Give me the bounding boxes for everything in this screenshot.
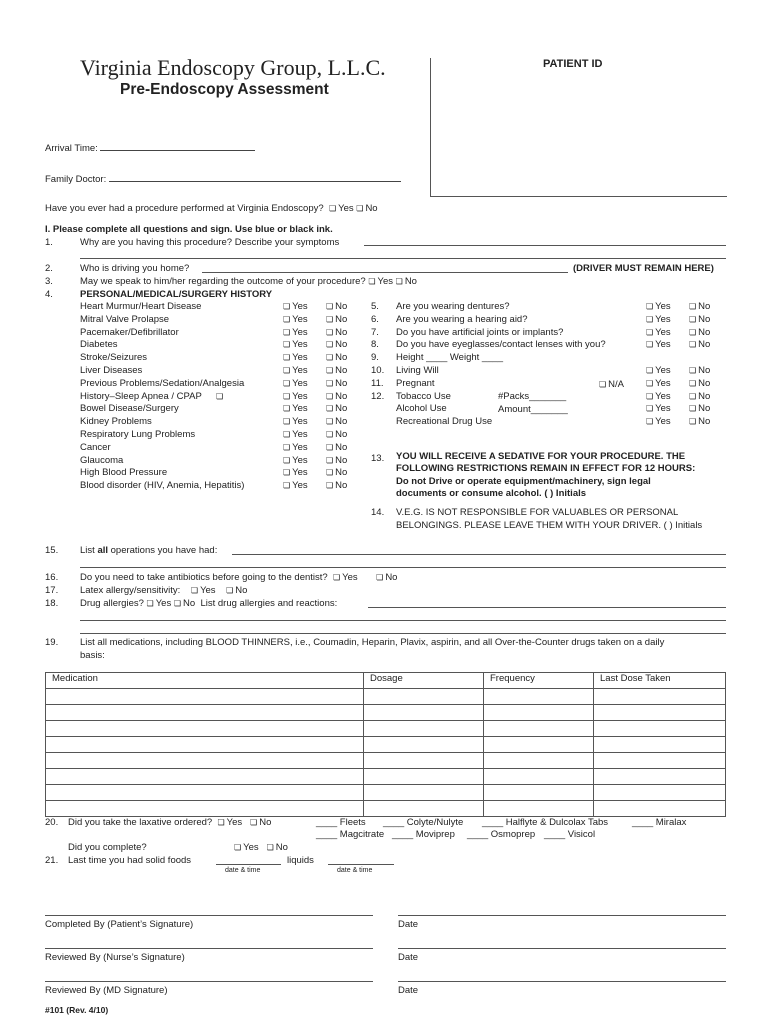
allergies-line-2[interactable] bbox=[80, 620, 726, 621]
driver-name-line[interactable] bbox=[202, 272, 568, 273]
right-question-num: 6. bbox=[371, 313, 379, 325]
right-no-checkbox[interactable]: ❏ No bbox=[689, 416, 710, 427]
right-yes-checkbox[interactable]: ❏ Yes bbox=[646, 339, 671, 350]
solid-date-time-hint: date & time bbox=[225, 867, 261, 874]
org-name: Virginia Endoscopy Group, L.L.C. bbox=[80, 55, 386, 80]
cpap-checkbox[interactable] bbox=[216, 391, 225, 402]
right-no-checkbox[interactable]: ❏ No bbox=[689, 301, 710, 312]
history-no-checkbox[interactable]: ❏ No bbox=[326, 455, 347, 466]
history-item-label: Cancer bbox=[80, 441, 111, 453]
family-doctor-label: Family Doctor: bbox=[45, 174, 107, 185]
medication-cell[interactable] bbox=[484, 689, 594, 705]
q1-text: Why are you having this procedure? Describe your symptoms bbox=[80, 237, 340, 248]
right-yes-checkbox[interactable]: ❏ Yes bbox=[646, 314, 671, 325]
q17-no-checkbox[interactable]: ❏ No bbox=[226, 585, 247, 596]
liquid-date-time-hint: date & time bbox=[337, 867, 373, 874]
arrival-time-field[interactable] bbox=[100, 142, 255, 151]
medication-cell[interactable] bbox=[46, 689, 364, 705]
table-row bbox=[46, 801, 726, 817]
medication-cell[interactable] bbox=[364, 753, 484, 769]
right-yes-checkbox[interactable]: ❏ Yes bbox=[646, 365, 671, 376]
prep-colyte[interactable]: ____ Colyte/Nulyte bbox=[383, 817, 464, 828]
right-question-text: Height ____ Weight ____ bbox=[396, 352, 504, 364]
medications-header-row bbox=[46, 673, 726, 689]
history-no-checkbox[interactable]: ❏ No bbox=[326, 301, 347, 312]
right-question-num: 12. bbox=[371, 390, 385, 402]
q16-no-checkbox[interactable]: ❏ No bbox=[376, 572, 397, 583]
medication-cell[interactable] bbox=[484, 801, 594, 817]
medication-cell[interactable] bbox=[594, 705, 726, 721]
medications-header-cell: Last Dose Taken bbox=[594, 673, 726, 689]
right-yes-checkbox[interactable]: ❏ Yes bbox=[646, 391, 671, 402]
history-yes-checkbox[interactable]: ❏ Yes bbox=[283, 429, 308, 440]
table-row bbox=[46, 753, 726, 769]
q4-num: 4. bbox=[45, 289, 53, 300]
q17-num: 17. bbox=[45, 585, 59, 596]
right-question-num: 7. bbox=[371, 326, 379, 338]
prep-osmoprep[interactable]: ____ Osmoprep bbox=[467, 829, 536, 840]
q13-line-4: documents or consume alcohol. ( ) Initials bbox=[396, 488, 587, 499]
right-question-num: 11. bbox=[371, 377, 384, 389]
prep-miralax[interactable]: ____ Miralax bbox=[632, 817, 687, 828]
right-no-checkbox[interactable]: ❏ No bbox=[689, 403, 710, 414]
signature-line[interactable] bbox=[45, 981, 373, 982]
right-yes-checkbox[interactable]: ❏ Yes bbox=[646, 378, 671, 389]
q2-num: 2. bbox=[45, 263, 53, 274]
right-question-num: 10. bbox=[371, 365, 385, 376]
driver-note: (DRIVER MUST REMAIN HERE) bbox=[573, 263, 714, 274]
q18-num: 18. bbox=[45, 598, 59, 609]
prep-fleets[interactable]: ____ Fleets bbox=[316, 817, 366, 828]
history-yes-checkbox[interactable]: ❏ Yes bbox=[283, 416, 308, 427]
history-item-label: Stroke/Seizures bbox=[80, 352, 148, 364]
q18-tail: List drug allergies and reactions: bbox=[200, 598, 338, 609]
allergies-line-3[interactable] bbox=[80, 633, 726, 634]
medication-cell[interactable] bbox=[594, 753, 726, 769]
alcohol-amount-field[interactable]: Amount_______ bbox=[498, 404, 568, 415]
medication-cell[interactable] bbox=[364, 705, 484, 721]
history-no-checkbox[interactable]: ❏ No bbox=[326, 365, 347, 376]
q21-num: 21. bbox=[45, 855, 59, 866]
history-yes-checkbox[interactable]: ❏ Yes bbox=[283, 442, 308, 453]
history-item-label: History–Sleep Apnea / CPAP bbox=[80, 390, 202, 402]
operations-line-2[interactable] bbox=[80, 567, 726, 568]
q3-yes-checkbox[interactable]: ❏ Yes bbox=[368, 276, 393, 287]
q20-complete-text: Did you complete? bbox=[68, 842, 147, 853]
history-yes-checkbox[interactable]: ❏ Yes bbox=[283, 403, 308, 414]
right-question-text: Pregnant bbox=[396, 377, 435, 389]
medications-header-cell: Frequency bbox=[484, 673, 594, 689]
prep-magcitrate[interactable]: ____ Magcitrate bbox=[316, 829, 385, 840]
signature-date-line[interactable] bbox=[398, 915, 726, 916]
medication-cell[interactable] bbox=[484, 705, 594, 721]
signature-date-line[interactable] bbox=[398, 981, 726, 982]
medication-cell[interactable] bbox=[364, 721, 484, 737]
medication-cell[interactable] bbox=[364, 785, 484, 801]
table-row bbox=[46, 785, 726, 801]
q20-text: Did you take the laxative ordered? bbox=[68, 817, 213, 828]
q19-line-2: basis: bbox=[80, 650, 105, 661]
medication-cell[interactable] bbox=[364, 737, 484, 753]
medication-cell[interactable] bbox=[46, 721, 364, 737]
medications-header-cell: Dosage bbox=[364, 673, 484, 689]
q20-no-checkbox[interactable]: ❏ No bbox=[250, 817, 271, 828]
q18-no-checkbox[interactable]: ❏ No bbox=[174, 598, 195, 609]
q15-bold: all bbox=[97, 545, 108, 556]
history-item-label: High Blood Pressure bbox=[80, 467, 168, 479]
q21-text: Last time you had solid foods bbox=[68, 855, 192, 866]
table-row bbox=[46, 737, 726, 753]
table-row bbox=[46, 689, 726, 705]
medication-cell[interactable] bbox=[484, 753, 594, 769]
signature-date-label: Date bbox=[398, 919, 419, 930]
medication-cell[interactable] bbox=[46, 769, 364, 785]
history-item-label: Liver Diseases bbox=[80, 365, 143, 376]
table-row bbox=[46, 769, 726, 785]
solid-foods-field[interactable] bbox=[216, 864, 281, 865]
history-yes-checkbox[interactable]: ❏ Yes bbox=[283, 327, 308, 338]
q19-num: 19. bbox=[45, 637, 59, 648]
medication-cell[interactable] bbox=[46, 705, 364, 721]
right-question-text: Do you have eyeglasses/contact lenses with you? bbox=[396, 339, 606, 351]
history-yes-checkbox[interactable]: ❏ Yes bbox=[283, 352, 308, 363]
tobacco-packs-field[interactable]: #Packs_______ bbox=[498, 391, 567, 402]
history-item-label: Respiratory Lung Problems bbox=[80, 429, 196, 440]
right-no-checkbox[interactable]: ❏ No bbox=[689, 391, 710, 402]
operations-line[interactable] bbox=[232, 554, 726, 555]
right-question-text: Do you have artificial joints or implants? bbox=[396, 326, 564, 338]
q20-num: 20. bbox=[45, 817, 59, 828]
q18-yes-checkbox[interactable]: ❏ Yes bbox=[147, 598, 172, 609]
medication-cell[interactable] bbox=[484, 737, 594, 753]
q14-line-2: BELONGINGS. PLEASE LEAVE THEM WITH YOUR DRIVER. ( ) Initials bbox=[396, 520, 703, 531]
medications-table bbox=[45, 672, 726, 817]
history-yes-checkbox[interactable]: ❏ Yes bbox=[283, 467, 308, 478]
right-no-checkbox[interactable]: ❏ No bbox=[689, 327, 710, 338]
medication-cell[interactable] bbox=[594, 689, 726, 705]
history-yes-checkbox[interactable]: ❏ Yes bbox=[283, 314, 308, 325]
history-no-checkbox[interactable]: ❏ No bbox=[326, 416, 347, 427]
medication-cell[interactable] bbox=[46, 737, 364, 753]
signature-line[interactable] bbox=[45, 915, 373, 916]
signature-label: Reviewed By (MD Signature) bbox=[45, 985, 168, 996]
history-no-checkbox[interactable]: ❏ No bbox=[326, 480, 347, 491]
signature-date-label: Date bbox=[398, 952, 419, 963]
prep-visicol[interactable]: ____ Visicol bbox=[544, 829, 596, 840]
medication-cell[interactable] bbox=[484, 785, 594, 801]
q16-yes-checkbox[interactable]: ❏ Yes bbox=[333, 572, 358, 583]
right-question-text: Are you wearing a hearing aid? bbox=[396, 313, 528, 325]
right-no-checkbox[interactable]: ❏ No bbox=[689, 314, 710, 325]
history-yes-checkbox[interactable]: ❏ Yes bbox=[283, 301, 308, 312]
q15-pre: List bbox=[80, 545, 98, 556]
history-no-checkbox[interactable]: ❏ No bbox=[326, 378, 347, 389]
history-item-label: Heart Murmur/Heart Disease bbox=[80, 301, 202, 312]
history-no-checkbox[interactable]: ❏ No bbox=[326, 442, 347, 453]
medication-cell[interactable] bbox=[46, 801, 364, 817]
q16-num: 16. bbox=[45, 572, 59, 583]
history-item-label: Blood disorder (HIV, Anemia, Hepatitis) bbox=[80, 480, 245, 492]
right-yes-checkbox[interactable]: ❏ Yes bbox=[646, 301, 671, 312]
history-yes-checkbox[interactable]: ❏ Yes bbox=[283, 455, 308, 466]
prior-procedure-question: Have you ever had a procedure performed at Virginia Endoscopy? bbox=[45, 203, 324, 214]
medication-cell[interactable] bbox=[594, 721, 726, 737]
history-item-label: Bowel Disease/Surgery bbox=[80, 403, 179, 415]
q16-text: Do you need to take antibiotics before going to the dentist? bbox=[80, 572, 328, 583]
q14-line-1: V.E.G. IS NOT RESPONSIBLE FOR VALUABLES OR PERSONAL bbox=[396, 507, 679, 518]
history-item-label: Glaucoma bbox=[80, 454, 124, 466]
q17-yes-checkbox[interactable]: ❏ Yes bbox=[191, 585, 216, 596]
history-no-checkbox[interactable]: ❏ No bbox=[326, 391, 347, 402]
q4-heading: PERSONAL/MEDICAL/SURGERY HISTORY bbox=[80, 289, 273, 300]
complete-yes-checkbox[interactable]: ❏ Yes bbox=[234, 842, 259, 853]
q1-answer-line-2[interactable] bbox=[80, 258, 726, 259]
medication-cell[interactable] bbox=[594, 737, 726, 753]
right-question-text: Tobacco Use bbox=[396, 390, 451, 402]
prep-halflyte[interactable]: ____ Halflyte & Dulcolax Tabs bbox=[482, 817, 609, 828]
q20-yes-checkbox[interactable]: ❏ Yes bbox=[217, 817, 242, 828]
right-question-text: Recreational Drug Use bbox=[396, 416, 493, 428]
form-title: Pre-Endoscopy Assessment bbox=[120, 81, 329, 98]
prep-moviprep[interactable]: ____ Moviprep bbox=[392, 829, 455, 840]
signature-date-label: Date bbox=[398, 985, 419, 996]
q13-line-3: Do not Drive or operate equipment/machinery, sign legal bbox=[396, 476, 651, 487]
history-item-label: Kidney Problems bbox=[80, 416, 152, 428]
medication-cell[interactable] bbox=[484, 769, 594, 785]
history-no-checkbox[interactable]: ❏ No bbox=[326, 339, 347, 350]
q3-no-checkbox[interactable]: ❏ No bbox=[396, 276, 417, 287]
medication-cell[interactable] bbox=[364, 689, 484, 705]
medication-cell[interactable] bbox=[46, 753, 364, 769]
q13-num: 13. bbox=[371, 453, 385, 464]
history-no-checkbox[interactable]: ❏ No bbox=[326, 327, 347, 338]
q15-post: operations you have had: bbox=[108, 545, 218, 556]
history-yes-checkbox[interactable]: ❏ Yes bbox=[283, 378, 308, 389]
history-yes-checkbox[interactable]: ❏ Yes bbox=[283, 339, 308, 350]
history-no-checkbox[interactable]: ❏ No bbox=[326, 403, 347, 414]
medication-cell[interactable] bbox=[484, 721, 594, 737]
arrival-time-label: Arrival Time: bbox=[45, 143, 98, 154]
history-no-checkbox[interactable]: ❏ No bbox=[326, 352, 347, 363]
right-no-checkbox[interactable]: ❏ No bbox=[689, 365, 710, 376]
history-no-checkbox[interactable]: ❏ No bbox=[326, 429, 347, 440]
section-instructions: I. Please complete all questions and sign. Use blue or black ink. bbox=[45, 224, 333, 235]
liquids-label: liquids bbox=[287, 855, 314, 866]
q14-num: 14. bbox=[371, 507, 385, 518]
pregnant-na-checkbox[interactable]: ❏ N/A bbox=[599, 379, 624, 390]
right-yes-checkbox[interactable]: ❏ Yes bbox=[646, 403, 671, 414]
medication-cell[interactable] bbox=[46, 785, 364, 801]
q17-text: Latex allergy/sensitivity: bbox=[80, 585, 181, 596]
liquids-field[interactable] bbox=[328, 864, 394, 865]
history-item-label: Pacemaker/Defibrillator bbox=[80, 326, 179, 338]
q2-text: Who is driving you home? bbox=[80, 263, 190, 274]
history-item-label: Diabetes bbox=[80, 339, 118, 351]
medications-header-cell: Medication bbox=[46, 673, 364, 689]
history-item-label: Previous Problems/Sedation/Analgesia bbox=[80, 377, 245, 389]
table-row bbox=[46, 705, 726, 721]
medication-cell[interactable] bbox=[364, 769, 484, 785]
q13-line-2: FOLLOWING RESTRICTIONS REMAIN IN EFFECT FOR 12 HOURS: bbox=[396, 463, 696, 474]
history-yes-checkbox[interactable]: ❏ Yes bbox=[283, 391, 308, 402]
right-question-text: Are you wearing dentures? bbox=[396, 301, 510, 312]
form-number: #101 (Rev. 4/10) bbox=[45, 1005, 109, 1015]
q13-line-1: YOU WILL RECEIVE A SEDATIVE FOR YOUR PROCEDURE. THE bbox=[396, 451, 686, 462]
signature-label: Completed By (Patient’s Signature) bbox=[45, 919, 194, 930]
signature-label: Reviewed By (Nurse’s Signature) bbox=[45, 952, 185, 963]
right-question-text: Living Will bbox=[396, 365, 439, 376]
medication-cell[interactable] bbox=[594, 801, 726, 817]
q3-num: 3. bbox=[45, 276, 53, 287]
right-question-text: Alcohol Use bbox=[396, 403, 447, 415]
q1-answer-line[interactable] bbox=[364, 245, 726, 246]
family-doctor-field[interactable] bbox=[109, 173, 401, 182]
medication-cell[interactable] bbox=[594, 769, 726, 785]
q18-text: Drug allergies? bbox=[80, 598, 144, 609]
history-no-checkbox[interactable]: ❏ No bbox=[326, 314, 347, 325]
right-question-num: 8. bbox=[371, 339, 379, 351]
prior-no-checkbox[interactable]: ❏ No bbox=[356, 203, 377, 214]
right-question-num: 9. bbox=[371, 352, 379, 364]
table-row bbox=[46, 721, 726, 737]
q3-text: May we speak to him/her regarding the outcome of your procedure? bbox=[80, 276, 366, 287]
right-yes-checkbox[interactable]: ❏ Yes bbox=[646, 416, 671, 427]
right-no-checkbox[interactable]: ❏ No bbox=[689, 378, 710, 389]
allergies-line[interactable] bbox=[368, 607, 726, 608]
history-yes-checkbox[interactable]: ❏ Yes bbox=[283, 365, 308, 376]
right-question-num: 5. bbox=[371, 301, 379, 312]
q19-line-1: List all medications, including BLOOD THINNERS, i.e., Coumadin, Heparin, Plavix, aspirin, and all Over-the-Counter drugs taken on a daily bbox=[80, 637, 665, 648]
right-yes-checkbox[interactable]: ❏ Yes bbox=[646, 327, 671, 338]
right-no-checkbox[interactable]: ❏ No bbox=[689, 339, 710, 350]
signature-line[interactable] bbox=[45, 948, 373, 949]
prior-yes-checkbox[interactable]: ❏ Yes bbox=[329, 203, 354, 214]
q15-num: 15. bbox=[45, 545, 59, 556]
q1-num: 1. bbox=[45, 237, 53, 248]
medication-cell[interactable] bbox=[364, 801, 484, 817]
complete-no-checkbox[interactable]: ❏ No bbox=[267, 842, 288, 853]
medication-cell[interactable] bbox=[594, 785, 726, 801]
history-item-label: Mitral Valve Prolapse bbox=[80, 313, 170, 325]
history-yes-checkbox[interactable]: ❏ Yes bbox=[283, 480, 308, 491]
signature-date-line[interactable] bbox=[398, 948, 726, 949]
history-no-checkbox[interactable]: ❏ No bbox=[326, 467, 347, 478]
patient-id-label: PATIENT ID bbox=[543, 58, 603, 70]
patient-id-box[interactable] bbox=[430, 58, 727, 197]
